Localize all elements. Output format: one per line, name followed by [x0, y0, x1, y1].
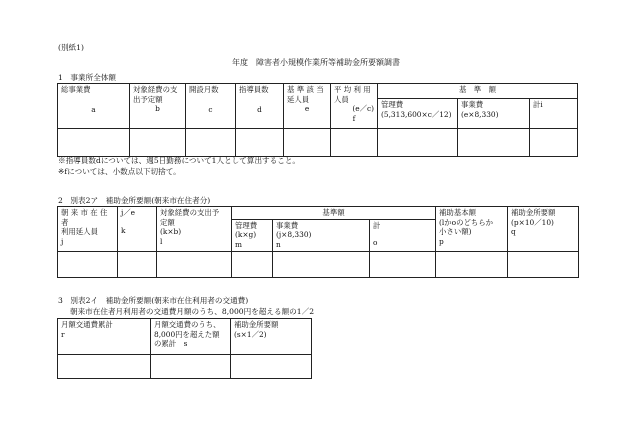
- s3-excess-header: 月額交通費のうち、 8,000円を超えた額 の累計 s: [151, 319, 231, 355]
- entry-f[interactable]: [331, 129, 378, 157]
- section1-note-2: ※fについては、小数点以下切捨て。: [58, 167, 181, 176]
- s2-mgmt-label: 管理費: [235, 220, 258, 230]
- letter-r: r: [61, 329, 65, 339]
- total-header: 計i: [530, 99, 578, 129]
- users-header: [284, 84, 331, 129]
- section3-heading: 3 別表2イ 補助金所要額(朝来市在住利用者の交通費): [58, 296, 249, 305]
- s2-business-formula: (j×8,330): [276, 230, 312, 240]
- s2-target-header: [157, 207, 232, 252]
- letter-f: f: [352, 113, 356, 123]
- section2-entry-row: [58, 251, 579, 277]
- letter-n: n: [276, 239, 281, 249]
- mgmt-formula: (5,313,600×c／12): [381, 109, 452, 119]
- s2-required-header: [508, 207, 579, 252]
- section2-heading: 2 別表2ア 補助金所要額(朝来市在住者分): [58, 196, 211, 205]
- avg-users-formula: (e／c): [352, 104, 374, 114]
- s3-required-formula: (s×1／2): [234, 329, 267, 339]
- section1-heading: 1 事業所全体額: [58, 73, 116, 82]
- staff-label: 指導員数: [239, 85, 269, 94]
- s2-base-header: [436, 207, 508, 252]
- entry-k[interactable]: [118, 251, 157, 277]
- entry-j[interactable]: [58, 251, 118, 277]
- letter-b: b: [155, 104, 160, 114]
- s2-base-label: 補助基本額: [439, 208, 476, 217]
- entry-m[interactable]: [232, 251, 273, 277]
- entry-b[interactable]: [130, 129, 186, 157]
- letter-c: c: [208, 104, 213, 114]
- entry-p[interactable]: [436, 251, 508, 277]
- target-cost-label: 対象経費の支 出予定額: [133, 85, 178, 104]
- entry-e[interactable]: [284, 129, 331, 157]
- entry-a[interactable]: [58, 129, 130, 157]
- business-header: [458, 99, 530, 129]
- s2-ratio-label: j／e: [121, 208, 136, 217]
- entry-d[interactable]: [236, 129, 284, 157]
- staff-header: [236, 84, 284, 129]
- entry-mgmt[interactable]: [378, 129, 458, 157]
- mgmt-label: 管理費: [381, 100, 404, 109]
- s2-mgmt-header: [232, 219, 273, 251]
- entry-n[interactable]: [273, 251, 370, 277]
- entry-business[interactable]: [458, 129, 530, 157]
- letter-m: m: [235, 239, 243, 249]
- s2-total-label: 計: [373, 220, 381, 230]
- section3-description: 朝来市在住者月利用者の交通費月額のうち、8,000円を超える額の1／2: [70, 307, 315, 316]
- section2-table: [57, 206, 579, 278]
- s3-monthly-header: [58, 319, 151, 355]
- business-label: 事業費: [461, 100, 484, 109]
- letter-j: j: [61, 236, 64, 246]
- document-title: 年度 障害者小規模作業所等補助金所要額調書: [232, 58, 400, 67]
- letter-k: k: [121, 225, 126, 235]
- total-cost-header: [58, 84, 130, 129]
- section1-entry-row: [58, 129, 578, 157]
- letter-l: l: [160, 236, 163, 246]
- letter-q: q: [511, 227, 516, 237]
- section3-entry-row: [58, 355, 312, 379]
- target-cost-header: [130, 84, 186, 129]
- s2-business-header: [273, 219, 370, 251]
- months-label: 開設月数: [189, 85, 219, 94]
- s2-users-label: 朝 来 市 在 住 者 利用延人員: [61, 208, 108, 237]
- letter-d: d: [257, 104, 262, 114]
- entry-r[interactable]: [58, 355, 151, 379]
- section1-table: [57, 83, 578, 157]
- s3-required-header: [231, 319, 312, 355]
- standard-header: 基 準 額: [378, 84, 578, 99]
- s2-standard-header: 基準額: [232, 207, 436, 220]
- s3-monthly-label: 月額交通費累計: [61, 320, 113, 329]
- s3-required-label: 補助金所要額: [234, 320, 279, 329]
- entry-i[interactable]: [530, 129, 578, 157]
- entry-o[interactable]: [370, 251, 436, 277]
- total-cost-label: 総事業費: [61, 85, 91, 94]
- months-header: [186, 84, 236, 129]
- letter-a: a: [91, 104, 96, 114]
- business-formula: (e×8,330): [461, 109, 499, 119]
- attachment-label: (別紙1): [58, 43, 84, 52]
- s2-mgmt-formula: (k×g): [235, 230, 257, 240]
- letter-p: p: [439, 236, 444, 246]
- entry-l[interactable]: [157, 251, 232, 277]
- entry-q[interactable]: [508, 251, 579, 277]
- s2-ratio-header: [118, 207, 157, 252]
- s2-users-header: [58, 207, 118, 252]
- s2-target-label: 対象経費の支出予 定額: [160, 208, 220, 227]
- avg-users-header: [331, 84, 378, 129]
- s2-base-formula: (lかoのどちらか 小さい額): [439, 217, 494, 237]
- letter-e: e: [304, 104, 310, 114]
- users-label: 基 準 該 当 延人員: [287, 85, 324, 104]
- s2-required-formula: (p×10／10): [511, 217, 554, 227]
- s2-target-formula: (k×b): [160, 227, 182, 237]
- avg-users-label: 平 均 利 用 人員: [334, 85, 371, 104]
- section3-table: [57, 318, 312, 379]
- s2-business-label: 事業費: [276, 220, 299, 230]
- entry-c[interactable]: [186, 129, 236, 157]
- mgmt-header: [378, 99, 458, 129]
- entry-s3-required[interactable]: [231, 355, 312, 379]
- section1-note-1: ※指導員数dについては、週5日勤務について1人として算出すること。: [58, 156, 301, 165]
- letter-o: o: [373, 238, 378, 248]
- s2-total-header: [370, 219, 436, 251]
- s2-required-label: 補助金所要額: [511, 208, 556, 217]
- entry-s[interactable]: [151, 355, 231, 379]
